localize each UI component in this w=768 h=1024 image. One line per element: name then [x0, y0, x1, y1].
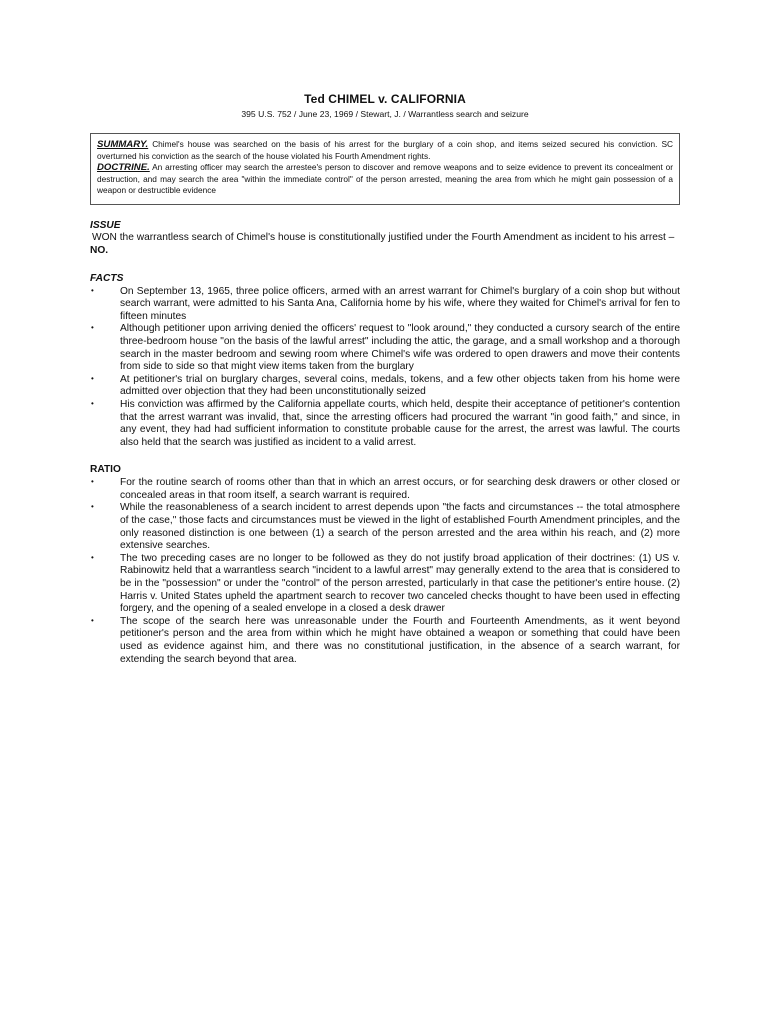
ratio-item: [90, 477, 680, 502]
ratio-item: [90, 553, 680, 616]
facts-item: [90, 286, 680, 324]
document-page: [90, 92, 680, 666]
issue-text: [90, 232, 680, 258]
ratio-heading: RATIO: [90, 464, 121, 476]
summary-paragraph: [97, 139, 673, 162]
bullet-icon: •: [91, 285, 94, 295]
summary-text: Chimel's house was searched on the basis of his arrest for the burglary of a coin shop, and items seized secured his conviction. SC overturned his conviction as the search of the house violated his Fourth Amendment rights.: [97, 139, 673, 161]
summary-label: SUMMARY.: [97, 139, 149, 150]
issue-question: WON the warrantless search of Chimel's house is constitutionally justified under the Fourth Amendment as incident to his arrest –: [92, 231, 675, 243]
ratio-item-text: For the routine search of rooms other than that in which an arrest occurs, or for searching desk drawers or other closed or concealed areas in that room itself, a search warrant is required.: [120, 477, 680, 501]
bullet-icon: •: [91, 398, 94, 408]
summary-box: [90, 133, 680, 205]
bullet-icon: •: [91, 477, 94, 487]
facts-item-text: His conviction was affirmed by the California appellate courts, which held, despite their acceptance of petitioner's contention that the arrest warrant was invalid, that, since the arresting officers had procured the warrant "in good faith," and since, in any event, they had had sufficient information to constitute probable cause for the arrest, the arrest was lawful. The courts also held that the search was justified as incident to a valid arrest.: [120, 398, 680, 448]
facts-item: [90, 374, 680, 399]
issue-answer: NO.: [90, 244, 109, 256]
issue-heading: ISSUE: [90, 219, 121, 231]
bullet-icon: •: [91, 373, 94, 383]
doctrine-text: An arresting officer may search the arrestee's person to discover and remove weapons and to seize evidence to prevent its concealment or destruction, and may search the area "within the immediate control" of the person arrested, meaning the area from which he might gain possession of a weapon or destructible evidence: [97, 162, 673, 196]
doctrine-label: DOCTRINE.: [97, 162, 150, 174]
facts-item: [90, 399, 680, 449]
facts-heading: FACTS: [90, 272, 124, 284]
facts-list: [90, 286, 680, 450]
bullet-icon: •: [91, 323, 94, 333]
facts-item-text: Although petitioner upon arriving denied the officers' request to "look around," they conducted a cursory search of the entire three-bedroom house "on the basis of the lawful arrest" including the attic, the garage, and a small workshop and a thorough search in the master bedroom and sewing room where Chimel's wife was ordered to open drawers and move their contents from side to side so that might view items taken from the burglary: [120, 323, 680, 373]
ratio-item-text: While the reasonableness of a search incident to arrest depends upon "the facts and circumstances -- the total atmosphere of the case," those facts and circumstances must be viewed in the light of established Fourth Amendment principles, and the only reasoned distinction is one between (1) a search of the person arrested and the area within his reach, and (2) more extensive searches.: [120, 502, 680, 552]
ratio-item-text: The scope of the search here was unreasonable under the Fourth and Fourteenth Amendments, as it went beyond petitioner's person and the area from within which he might have obtained a weapon or something that could have been used as evidence against him, and there was no constitutional justification, in the absence of a search warrant, for extending the search beyond that area.: [120, 615, 680, 665]
facts-item: [90, 323, 680, 373]
ratio-item: [90, 616, 680, 666]
bullet-icon: •: [91, 615, 94, 625]
ratio-item-text: The two preceding cases are no longer to be followed as they do not justify broad application of their doctrines: (1) US v. Rabinowitz held that a warrantless search "incident to a lawful arrest" may generally extend to the area that is considered to be in the "possession" or under the "control" of the person arrested, particularly in that case the petitioner's entire house. (2) Harris v. United States upheld the apartment search to recover two canceled checks thought to have been used in effecting forgery, and the opening of a sealed envelope in a closed a desk drawer: [120, 552, 680, 615]
bullet-icon: •: [91, 552, 94, 562]
ratio-item: [90, 502, 680, 552]
case-title: Ted CHIMEL v. CALIFORNIA: [304, 92, 466, 106]
ratio-list: [90, 477, 680, 666]
facts-item-text: At petitioner's trial on burglary charges, several coins, medals, tokens, and a few other objects taken from his home were admitted over objection that they had been unconstitutionally seized: [120, 373, 680, 398]
doctrine-paragraph: [97, 162, 673, 197]
bullet-icon: •: [91, 502, 94, 512]
facts-item-text: On September 13, 1965, three police officers, armed with an arrest warrant for Chimel's burglary of a coin shop but without search warrant, were admitted to his Santa Ana, California home by his wife, where they waited for Chimel's arrival for fen to fifteen minutes: [120, 285, 680, 322]
case-citation: 395 U.S. 752 / June 23, 1969 / Stewart, J. / Warrantless search and seizure: [241, 109, 529, 119]
